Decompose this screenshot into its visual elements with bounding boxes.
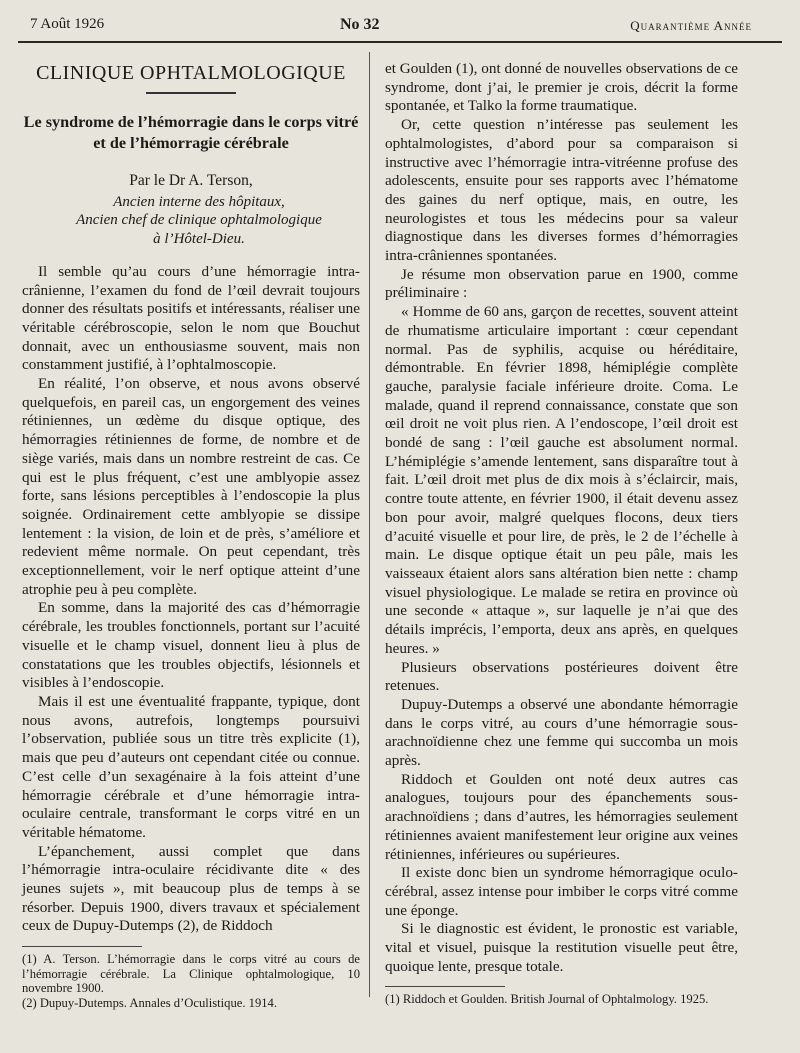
page-header — [0, 0, 800, 44]
body-paragraph: Riddoch et Goulden ont noté deux autres cas analogues, toujours pour des épanchements sous-arachnoïdiens ; dans d’autres, les hémorragies seulement rétiniennes avaient manifestement leur origine aux veines rétiniennes, inférieures ou supérieures. — [385, 770, 738, 863]
right-column — [385, 60, 738, 1007]
affiliation-line: à l’Hôtel-Dieu. — [153, 231, 245, 248]
body-paragraph: Dupuy-Dutemps a observé une abondante hémorragie dans le corps vitré, au cours d’une hémorragie sous-arachnoïdienne chez une femme qui succomba un mois après. — [385, 695, 738, 770]
footnote-rule — [385, 986, 505, 987]
body-paragraph: Je résume mon observation parue en 1900, comme préliminaire : — [385, 265, 738, 302]
affiliation-line: Ancien interne des hôpitaux, — [113, 193, 285, 210]
column-divider — [369, 52, 370, 997]
section-title: CLINIQUE OPHTALMOLOGIQUE — [36, 62, 346, 84]
footnote: (1) A. Terson. L’hémorragie dans le corps vitré au cours de l’hémorragie cérébrale. La Clinique ophtalmologique, 10 novembre 1900. — [22, 952, 360, 996]
footnote: (2) Dupuy-Dutemps. Annales d’Oculistique. 1914. — [22, 995, 277, 1010]
affiliation-line: Ancien chef de clinique ophtalmologique — [76, 212, 322, 229]
volume-year: Quarantième Année — [630, 18, 752, 33]
footnote: (1) Riddoch et Goulden. British Journal of Ophtalmology. 1925. — [385, 992, 709, 1007]
body-paragraph: En réalité, l’on observe, et nous avons observé quelquefois, en pareil cas, un engorgement des veines rétiniennes, un œdème du disque optique, des hémorragies rétiniennes de forme, de nombre et de siège variés, mais dans un nombre restreint de cas. Ce qui est le plus fréquent, c’est une amblyopie assez forte, sans lésions perceptibles à l’endoscopie la plus soignée. Ordinairement cette amblyopie se dissipe lentement : la vision, de loin et de près, s’améliore et redevient même normale. On peut cependant, très exceptionnellement, voir le nerf optique atteint d’une atrophie peu à peu complète. — [22, 375, 360, 598]
quoted-observation: « Homme de 60 ans, garçon de recettes, souvent atteint de rhumatisme articulaire important : cœur cependant normal. Pas de syphilis, acquise ou héréditaire, démontrable. En février 1898, hémiplégie complète gauche, paralysie faciale inférieure droite. Coma. Le malade, quand il reprend connaissance, constate que son œil droit ne voit plus rien. A l’endoscope, l’œil droit est bondé de sang : l’œil gauche est absolument normal. L’hémiplégie s’amende lentement, sans disparaître tout à fait. L’œil droit met plus de dix mois à s’éclaircir, mais, contre toute attente, en février 1900, il était devenu assez bon pour avoir, malgré quelques flocons, deux tiers d’acuité visuelle et pour lire, de près, le 2 de l’échelle à main. Le disque optique était un peu pâle, mais les vaisseaux étaient alors sans altération bien nette : champ visuel physiologique. Le malade se retira en province où une seconde « attaque », sur laquelle je n’ai que des détails imprécis, l’emporta, deux ans après, en quelques heures. » — [385, 303, 738, 657]
footnote-rule — [22, 946, 142, 947]
body-paragraph: Plusieurs observations postérieures doivent être retenues. — [385, 658, 738, 695]
body-paragraph: et Goulden (1), ont donné de nouvelles observations de ce syndrome, dont j’ai, le premier je crois, décrit la forme spontanée, et Talko la forme traumatique. — [385, 60, 738, 115]
body-paragraph: Si le diagnostic est évident, le pronostic est variable, vital et visuel, puisque la restitution visuelle peut être, quoique lente, presque totale. — [385, 920, 738, 975]
article-title: Le syndrome de l’hémorragie dans le corps vitré et de l’hémorragie cérébrale — [23, 113, 359, 152]
body-paragraph: En somme, dans la majorité des cas d’hémorragie cérébrale, les troubles fonctionnels, portant sur l’acuité visuelle et le champ visuel, donnent lieu à plus de constatations que les troubles objectifs, lésionnels et visibles à l’endoscopie. — [22, 599, 360, 692]
body-paragraph: Mais il est une éventualité frappante, typique, dont nous avons, autrefois, longtemps poursuivi l’observation, publiée sous un titre très explicite (1), mais que peu d’auteurs ont cependant citée ou connue. C’est celle d’un sexagénaire à la fois atteint d’une hémorragie cérébrale et d’une hémorragie intra-oculaire centrale, transformant le corps vitré en un véritable hématome. — [22, 692, 360, 841]
body-paragraph: Il semble qu’au cours d’une hémorragie intra-crânienne, l’examen du fond de l’œil devrait toujours donner des résultats positifs et intéressants, réaliser une véritable cérébroscopie, selon le nom que Bouchut donnait, avec un enthousiasme souvent, mais non constamment justifié, à l’ophtalmoscopie. — [22, 262, 360, 374]
affiliation-block — [22, 193, 360, 249]
body-paragraph: Or, cette question n’intéresse pas seulement les ophtalmologistes, d’abord pour sa comparaison si instructive avec l’hémorragie intra-vitréenne profuse des adolescents, ensuite pour ses rapports avec l’hématome des gaines du nerf optique, mais, en outre, les neurologistes et tous les médecins pour sa valeur diagnostique dans les diverses formes d’hémorragies intra-crâniennes spontanées. — [385, 116, 738, 265]
issue-number: No 32 — [340, 16, 380, 33]
left-column — [22, 60, 360, 1010]
header-rule — [18, 41, 782, 43]
byline: Par le Dr A. Terson, — [129, 172, 253, 189]
body-paragraph: Il existe donc bien un syndrome hémorragique oculo-cérébral, assez intense pour imbiber le corps vitré comme une éponge. — [385, 864, 738, 919]
body-paragraph: L’épanchement, aussi complet que dans l’hémorragie intra-oculaire récidivante dite « des jeunes sujets », mit beaucoup plus de temps à se résorber. Depuis 1900, divers travaux et spécialement ceux de Dupuy-Dutemps (2), de Riddoch — [22, 842, 360, 935]
issue-date: 7 Août 1926 — [30, 16, 105, 32]
title-rule — [146, 92, 236, 94]
